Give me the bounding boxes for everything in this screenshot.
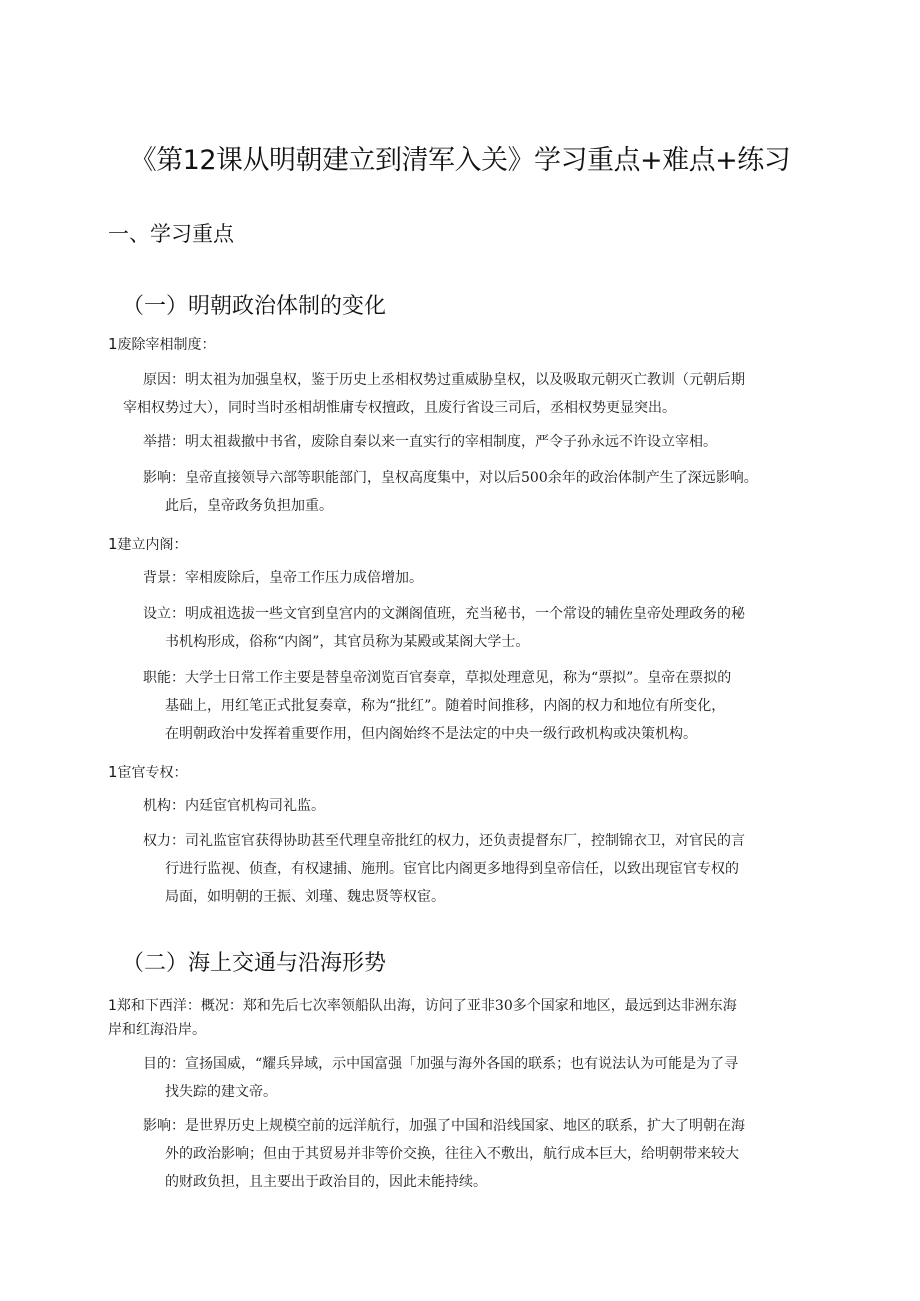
paragraph-line: 原因：明太祖为加强皇权，鉴于历史上丞相权势过重威胁皇权，以及吸取元朝灭亡教训（元朝后期: [143, 372, 745, 388]
item-label: 郑和下西洋：概况：郑和先后七次率领船队出海，访问了亚非30多个国家和地区，最远到达非洲东海: [116, 998, 737, 1014]
item-number: 1: [108, 535, 118, 553]
paragraph-background: [143, 564, 833, 592]
item-label: 建立内阁：: [117, 537, 188, 553]
paragraph-line: 背景：宰相废除后，皇帝工作压力成倍增加。: [143, 570, 423, 586]
paragraph-line: 职能：大学士日常工作主要是替皇帝浏览百官奏章，草拟处理意见，称为“票拟”。皇帝在票拟的: [143, 670, 732, 686]
subsection-heading-ming-politics: （一）明朝政治体制的变化: [122, 294, 387, 319]
subsection-heading-maritime: （二）海上交通与沿海形势: [122, 951, 387, 976]
paragraph-line: 书机构形成，俗称“内阁”，其官员称为某殿或某阁大学士。: [165, 634, 530, 650]
list-item-eunuchs: [108, 762, 188, 783]
paragraph-power: [143, 827, 833, 911]
item-label: 宦官专权：: [117, 765, 188, 781]
paragraph-line: 权力：司礼监宦官获得协助甚至代理皇帝批红的权力，还负责提督东厂，控制锦衣卫，对官民的言: [143, 833, 745, 849]
list-item-zheng-he: [108, 994, 808, 1042]
paragraph-line: 外的政治影响；但由于其贸易并非等价交换，往往入不敷出，航行成本巨大，给明朝带来较大: [165, 1146, 739, 1162]
item-number: 1: [108, 763, 118, 781]
item-label: 废除宰相制度：: [117, 337, 216, 353]
paragraph-cause: [123, 366, 833, 422]
paragraph-line: 目的：宣扬国威，“耀兵异域，示中国富强「加强与海外各国的联系；也有说法认为可能是为了寻: [143, 1056, 739, 1072]
section-heading-study-focus: 一、学习重点: [108, 222, 234, 246]
paragraph-line: 找失踪的建文帝。: [165, 1084, 277, 1100]
document-title: 《第12课从明朝建立到清军入关》学习重点+难点+练习: [129, 145, 791, 176]
paragraph-line: 影响：皇帝直接领导六部等职能部门，皇权高度集中，对以后500余年的政治体制产生了深远影响。: [143, 470, 758, 486]
paragraph-line: 行进行监视、侦查，有权逮捕、施刑。宦官比内阁更多地得到皇帝信任，以致出现宦官专权的: [165, 861, 739, 877]
paragraph-measure: [143, 428, 833, 456]
paragraph-function: [143, 664, 833, 748]
item-number: 1: [108, 335, 118, 353]
list-item-abolish-chancellor: [108, 334, 216, 355]
list-item-cabinet: [108, 534, 188, 555]
item-first-line: [108, 994, 808, 1018]
paragraph-line: 局面，如明朝的王振、刘瑾、魏忠贤等权宦。: [165, 889, 445, 905]
paragraph-line: 机构：内廷宦官机构司礼监。: [143, 798, 325, 814]
paragraph-institution: [143, 792, 833, 820]
paragraph-line: 在明朝政治中发挥着重要作用，但内阁始终不是法定的中央一级行政机构或决策机构。: [165, 726, 697, 742]
paragraph-line: 此后，皇帝政务负担加重。: [165, 498, 333, 514]
paragraph-line: 设立：明成祖选拔一些文官到皇宫内的文渊阁值班，充当秘书，一个常设的辅佐皇帝处理政务的秘: [143, 606, 745, 622]
paragraph-line: 宰相权势过大），同时当时丞相胡惟庸专权擅政，且废行省设三司后，丞相权势更显突出。: [123, 400, 676, 416]
paragraph-establish: [143, 600, 833, 656]
paragraph-line: 影响：是世界历史上规模空前的远洋航行，加强了中国和沿线国家、地区的联系，扩大了明朝在海: [143, 1118, 745, 1134]
item-number: 1: [108, 998, 117, 1014]
paragraph-impact: [143, 464, 833, 520]
paragraph-line: 的财政负担，且主要出于政治目的，因此未能持续。: [165, 1174, 487, 1190]
item-label-continuation: 岸和红海沿岸。: [108, 1022, 206, 1038]
paragraph-line: 基础上，用红笔正式批复奏章，称为“批红”。随着时间推移，内阁的权力和地位有所变化，: [165, 698, 726, 714]
paragraph-voyage-impact: [143, 1112, 833, 1196]
paragraph-line: 举措：明太祖裁撤中书省，废除自秦以来一直实行的宰相制度，严令子孙永远不许设立宰相。: [143, 434, 717, 450]
paragraph-purpose: [143, 1050, 833, 1106]
